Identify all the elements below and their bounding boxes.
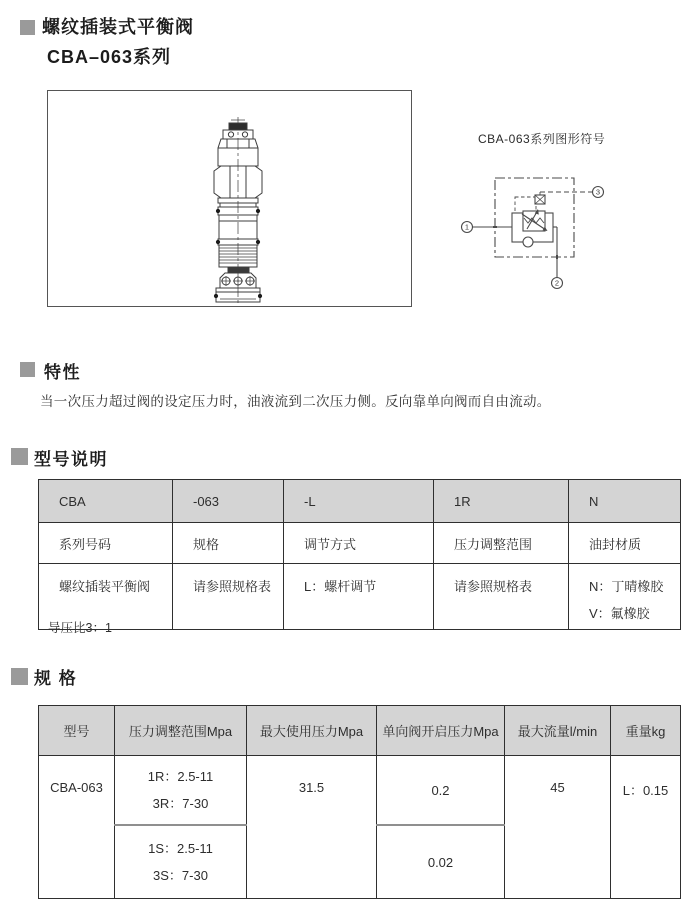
model-bullet-icon <box>11 448 28 465</box>
model-label-row <box>39 523 681 564</box>
title-bullet-icon <box>20 20 35 35</box>
valve-drawing <box>48 91 411 306</box>
hydraulic-symbol <box>440 150 690 320</box>
model-code-table <box>38 479 681 630</box>
spec-header-max-pressure: 最大使用压力Mpa <box>247 706 377 756</box>
spec-row-1 <box>39 756 681 826</box>
code-seal: N <box>569 480 681 523</box>
features-heading: 特性 <box>44 363 81 382</box>
value-range: 请参照规格表 <box>434 564 569 630</box>
spec-header-weight: 重量kg <box>611 706 681 756</box>
spec-heading: 规 格 <box>34 669 78 688</box>
label-range: 压力调整范围 <box>434 523 569 564</box>
value-adjust: L：螺杆调节 <box>284 564 434 630</box>
spec-max-pressure: 31.5 <box>247 756 377 899</box>
port-1-label: 1 <box>464 222 470 232</box>
spec-max-flow: 45 <box>505 756 611 899</box>
port-3-label: 3 <box>595 187 601 197</box>
spec-range-s <box>115 825 247 899</box>
spec-header-flow: 最大流量l/min <box>505 706 611 756</box>
spec-range-3r: 3R：7-30 <box>152 796 209 811</box>
features-text: 当一次压力超过阀的设定压力时，油液流到二次压力侧。反向靠单向阀而自由流动。 <box>40 394 551 409</box>
port-2-label: 2 <box>554 278 560 288</box>
spec-model: CBA-063 <box>39 756 115 899</box>
code-adjust: -L <box>284 480 434 523</box>
label-seal: 油封材质 <box>569 523 681 564</box>
value-seal <box>569 564 681 630</box>
spec-header-range: 压力调整范围Mpa <box>115 706 247 756</box>
spec-range-3s: 3S：7-30 <box>153 868 208 883</box>
value-size: 请参照规格表 <box>173 564 284 630</box>
spec-range-r <box>115 756 247 826</box>
features-bullet-icon <box>20 362 35 377</box>
pilot-ratio-note: 导压比3：1 <box>48 621 112 635</box>
label-series: 系列号码 <box>39 523 173 564</box>
spec-table <box>38 705 681 899</box>
spec-header-check-pressure: 单向阀开启压力Mpa <box>377 706 505 756</box>
page-title: 螺纹插装式平衡阀 <box>42 17 194 37</box>
seal-option-n: N：丁晴橡胶 <box>589 579 664 594</box>
model-code-row <box>39 480 681 523</box>
model-heading: 型号说明 <box>34 450 108 469</box>
spec-header-model: 型号 <box>39 706 115 756</box>
spec-header-row <box>39 706 681 756</box>
label-size: 规格 <box>173 523 284 564</box>
spec-range-1r: 1R：2.5-11 <box>147 769 214 784</box>
spec-range-1s: 1S：2.5-11 <box>148 841 213 856</box>
spec-weight: L：0.15 <box>611 756 681 899</box>
spec-bullet-icon <box>11 668 28 685</box>
code-size: -063 <box>173 480 284 523</box>
page-subtitle: CBA–063系列 <box>47 47 172 67</box>
label-adjust: 调节方式 <box>284 523 434 564</box>
seal-option-v: V：氟橡胶 <box>589 606 650 621</box>
symbol-caption: CBA-063系列图形符号 <box>478 132 606 146</box>
model-value-row <box>39 564 681 630</box>
valve-drawing-frame <box>47 90 412 307</box>
code-range: 1R <box>434 480 569 523</box>
code-series: CBA <box>39 480 173 523</box>
spec-open-pressure-r: 0.2 <box>377 756 505 826</box>
spec-open-pressure-s: 0.02 <box>377 825 505 899</box>
value-series: 螺纹插装平衡阀 <box>39 564 173 630</box>
